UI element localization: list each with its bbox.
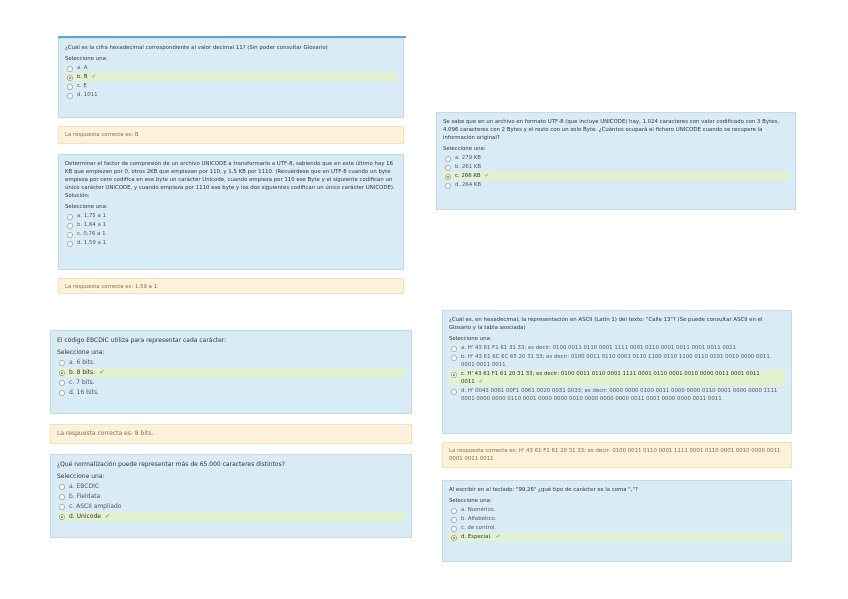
select-label: Seleccione una: xyxy=(65,56,108,62)
radio-icon[interactable] xyxy=(67,214,73,220)
radio-icon[interactable] xyxy=(67,93,73,99)
check-icon: ✔ xyxy=(478,379,484,385)
radio-icon[interactable] xyxy=(67,75,73,81)
radio-icon[interactable] xyxy=(445,174,451,180)
question-text: ¿Cuál es la cifra hexadecimal correspondiente al valor decimal 11? (Sin poder consultar Glosario) xyxy=(65,45,328,51)
check-icon: ✔ xyxy=(484,173,490,179)
answer-option-a[interactable]: a. EBCDIC xyxy=(57,482,405,491)
check-icon: ✔ xyxy=(104,513,110,520)
question-card-q5 xyxy=(50,454,412,538)
answer-option-d[interactable]: d. H' 0043 0061 00F1 0061 0020 0031 0033; es decir: 0000 0000 0100 0011 0000 0000 0110 0001 0000 0000 1111 0001 0000 0000 0110 0001 0000 0000 0010 0000 0000 0000 0011 0001 0000 0000 0011 0011 xyxy=(449,387,785,403)
answer-option-a[interactable]: a. 6 bits. xyxy=(57,358,405,367)
feedback-q6: La respuesta correcta es: H' 43 61 F1 61 20 31 33; es decir: 0100 0011 0110 0001 1111 0001 0110 0001 0010 0000 0011 0001 0011 0011 xyxy=(442,442,792,468)
answer-option-c[interactable]: c. de control. xyxy=(449,524,785,532)
question-card-q3 xyxy=(436,112,796,210)
radio-icon[interactable] xyxy=(451,535,457,541)
question-card-q7 xyxy=(442,480,792,562)
question-card-q2 xyxy=(58,154,404,270)
select-label: Seleccione una: xyxy=(449,498,492,504)
question-text: ¿Qué normalización puede representar más de 65.000 caracteres distintos? xyxy=(57,461,285,468)
question-text: ¿Cuál es, en hexadecimal, la representación en ASCII (Latín 1) del texto: "Calle 13"? (Se puede consultar ASCII en el Glosario y la tabla asociada) xyxy=(449,317,763,331)
answer-option-c[interactable]: c. ASCII ampliado xyxy=(57,502,405,511)
answer-option-a[interactable]: a. 1,75 a 1 xyxy=(65,212,397,220)
check-icon: ✔ xyxy=(91,74,97,80)
feedback-q1: La respuesta correcta es: B xyxy=(58,126,404,144)
answer-option-a[interactable]: a. Numérico. xyxy=(449,506,785,514)
answer-option-a[interactable]: a. A xyxy=(65,64,397,72)
radio-icon[interactable] xyxy=(59,380,65,386)
answer-option-d[interactable]: d. 1,59 a 1 xyxy=(65,239,397,247)
radio-icon[interactable] xyxy=(67,223,73,229)
radio-icon[interactable] xyxy=(59,514,65,520)
question-card-q4 xyxy=(50,330,412,414)
select-label: Seleccione una: xyxy=(57,473,105,480)
radio-icon[interactable] xyxy=(451,355,457,361)
answer-option-d[interactable]: d. 16 bits. xyxy=(57,388,405,397)
radio-icon[interactable] xyxy=(67,84,73,90)
question-card-q1 xyxy=(58,38,404,118)
feedback-q2: La respuesta correcta es: 1,59 a 1 xyxy=(58,278,404,294)
select-label: Seleccione una: xyxy=(449,336,492,342)
radio-icon[interactable] xyxy=(67,232,73,238)
radio-icon[interactable] xyxy=(445,165,451,171)
radio-icon[interactable] xyxy=(59,484,65,490)
check-icon: ✔ xyxy=(495,534,501,540)
feedback-q4: La respuesta correcta es: 8 bits. xyxy=(50,424,412,444)
question-text: El código EBCDIC utiliza para representar cada carácter: xyxy=(57,337,227,344)
radio-icon[interactable] xyxy=(59,504,65,510)
radio-icon[interactable] xyxy=(67,66,73,72)
select-label: Seleccione una: xyxy=(57,349,105,356)
radio-icon[interactable] xyxy=(451,517,457,523)
question-text: Se sabe que en un archivo en formato UTF-8 (que incluye UNICODE) hay, 1.024 caracteres con valor codificado con 3 Bytes, 4.096 caracteres con 2 Bytes y el resto con un solo Byte. ¿Cuántos ocupará el fichero UNICODE cuando se recupere la información original? xyxy=(443,119,780,141)
answer-option-c[interactable]: c. H' 43 61 F1 61 20 31 33; es decir: 0100 0011 0110 0001 1111 0001 0110 0001 0010 0000 0011 0001 0011 0011 ✔ xyxy=(449,370,785,386)
question-card-q6 xyxy=(442,310,792,434)
answer-option-b[interactable]: b. 261 KB xyxy=(443,163,789,171)
answer-option-d[interactable]: d. Unicode ✔ xyxy=(57,512,405,521)
answer-option-a[interactable]: a. H' 43 61 F1 61 31 33; es decir: 0100 0011 0110 0001 1111 0001 0110 0001 0011 0001 0011 0011 xyxy=(449,344,785,352)
radio-icon[interactable] xyxy=(451,372,457,378)
answer-option-c[interactable]: c. 7 bits. xyxy=(57,378,405,387)
radio-icon[interactable] xyxy=(67,241,73,247)
answer-option-d[interactable]: d. Especial. ✔ xyxy=(449,533,785,541)
radio-icon[interactable] xyxy=(451,389,457,395)
answer-option-b[interactable]: b. B ✔ xyxy=(65,73,397,81)
radio-icon[interactable] xyxy=(451,508,457,514)
check-icon: ✔ xyxy=(99,369,105,376)
question-text: Determinar el factor de compresión de un archivo UNICODE a transformarlo a UTF-8, sabiendo que en este último hay 16 KB que empiezan por 0, otros 2KB que empiezan por 110, y 1,5 KB por 1110. (Recuérdese que en UTF-8 cuando un byte empieza por cero codifica en ese byte un carácter Unicode, cuando empieza por 110 ese Byte y el siguiente codifican un único carácter UNICODE, y cuando empieza por 1110 ese byte y los dos siguientes codifican un único carácter UNICODE). Solución: xyxy=(65,161,395,199)
answer-option-b[interactable]: b. H' 43 61 6C 6C 65 20 31 33; es decir: 0100 0011 0110 0001 0110 1100 0110 1100 0110 0101 0010 0000 0011 0001 0011 0011 xyxy=(449,353,785,369)
select-label: Seleccione una: xyxy=(65,204,108,210)
select-label: Seleccione una: xyxy=(443,146,486,152)
answer-option-b[interactable]: b. 1,64 a 1 xyxy=(65,221,397,229)
answer-option-d[interactable]: d. 264 KB xyxy=(443,181,789,189)
radio-icon[interactable] xyxy=(451,346,457,352)
radio-icon[interactable] xyxy=(59,370,65,376)
radio-icon[interactable] xyxy=(445,183,451,189)
answer-option-c[interactable]: c. E xyxy=(65,82,397,90)
answer-option-b[interactable]: b. 8 bits. ✔ xyxy=(57,368,405,377)
answer-option-b[interactable]: b. Fieldata xyxy=(57,492,405,501)
answer-option-a[interactable]: a. 279 KB xyxy=(443,154,789,162)
question-text: Al escribir en el teclado: "99,26" ¿qué tipo de carácter es la coma ","? xyxy=(449,487,638,493)
answer-option-d[interactable]: d. 1011 xyxy=(65,91,397,99)
answer-option-c[interactable]: c. 0,76 a 1 xyxy=(65,230,397,238)
radio-icon[interactable] xyxy=(59,360,65,366)
radio-icon[interactable] xyxy=(59,390,65,396)
radio-icon[interactable] xyxy=(59,494,65,500)
answer-option-c[interactable]: c. 266 KB ✔ xyxy=(443,172,789,180)
answer-option-b[interactable]: b. Alfabético. xyxy=(449,515,785,523)
radio-icon[interactable] xyxy=(451,526,457,532)
radio-icon[interactable] xyxy=(445,156,451,162)
